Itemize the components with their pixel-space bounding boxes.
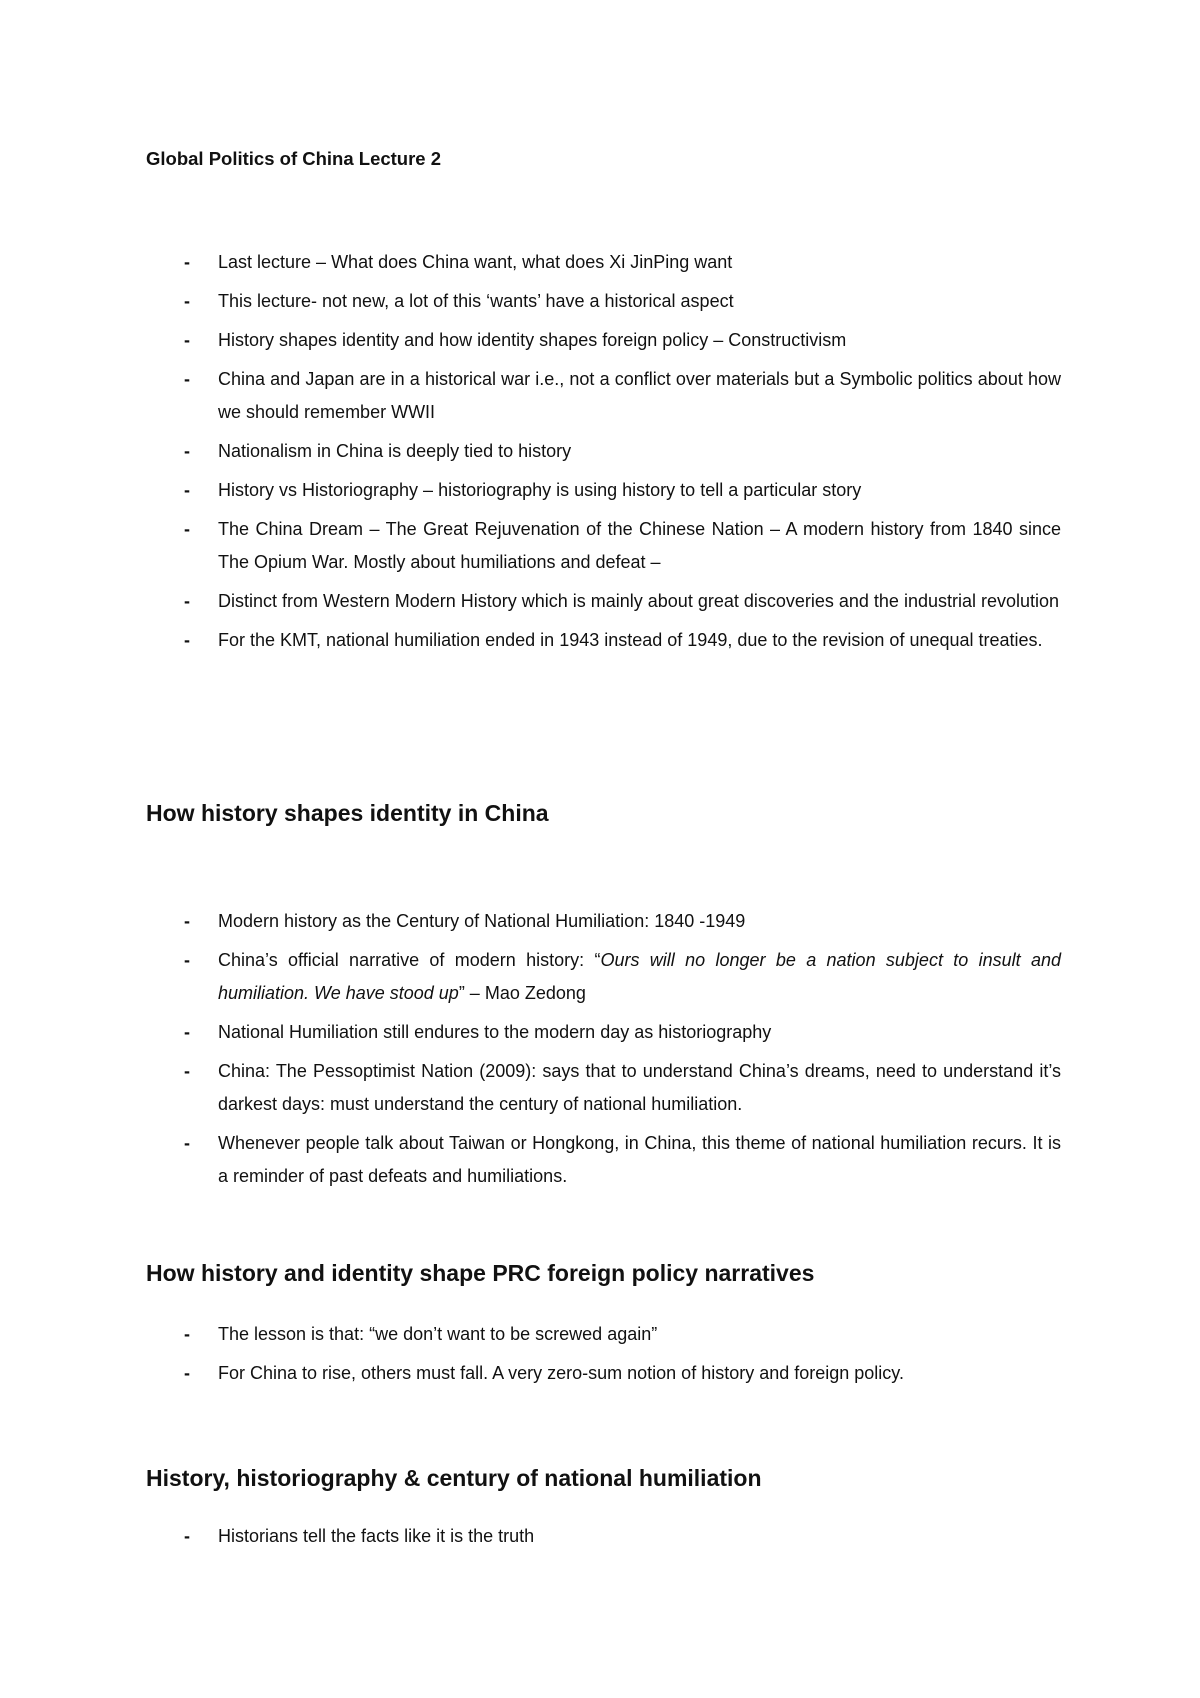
list-item-text: History shapes identity and how identity shapes foreign policy – Constructivism bbox=[218, 330, 847, 350]
bullet-dash: - bbox=[184, 950, 190, 970]
section1-bullet-list bbox=[146, 905, 1061, 1199]
section-heading: How history shapes identity in China bbox=[146, 800, 549, 826]
list-item-text: For China to rise, others must fall. A very zero-sum notion of history and foreign policy. bbox=[218, 1363, 904, 1383]
list-item bbox=[146, 513, 1061, 579]
quote-intro: China’s official narrative of modern history: “ bbox=[218, 950, 601, 970]
list-item-text: History vs Historiography – historiography is using history to tell a particular story bbox=[218, 480, 862, 500]
bullet-dash: - bbox=[184, 591, 190, 611]
list-item-text: This lecture- not new, a lot of this ‘wants’ have a historical aspect bbox=[218, 291, 734, 311]
list-item bbox=[146, 246, 1061, 279]
list-item bbox=[146, 585, 1061, 618]
list-item-text: For the KMT, national humiliation ended in 1943 instead of 1949, due to the revision of unequal treaties. bbox=[218, 630, 1043, 650]
list-item bbox=[146, 624, 1061, 657]
list-item bbox=[146, 1055, 1061, 1121]
list-item-text: The China Dream – The Great Rejuvenation of the Chinese Nation – A modern history from 1840 since The Opium War. Mostly about humiliations and defeat – bbox=[218, 519, 1061, 572]
list-item bbox=[146, 435, 1061, 468]
bullet-dash: - bbox=[184, 630, 190, 650]
bullet-dash: - bbox=[184, 1324, 190, 1344]
list-item-text: The lesson is that: “we don’t want to be screwed again” bbox=[218, 1324, 658, 1344]
list-item bbox=[146, 1127, 1061, 1193]
list-item bbox=[146, 1520, 1061, 1553]
bullet-dash: - bbox=[184, 291, 190, 311]
list-item bbox=[146, 1318, 1061, 1351]
bullet-dash: - bbox=[184, 330, 190, 350]
list-item bbox=[146, 285, 1061, 318]
bullet-dash: - bbox=[184, 1526, 190, 1546]
list-item bbox=[146, 1357, 1061, 1390]
document-title: Global Politics of China Lecture 2 bbox=[146, 148, 442, 169]
bullet-dash: - bbox=[184, 1363, 190, 1383]
bullet-dash: - bbox=[184, 519, 190, 539]
list-item-text: Distinct from Western Modern History which is mainly about great discoveries and the industrial revolution bbox=[218, 591, 1060, 611]
list-item-text: Historians tell the facts like it is the truth bbox=[218, 1526, 535, 1546]
list-item-text: Nationalism in China is deeply tied to history bbox=[218, 441, 572, 461]
list-item-text: Last lecture – What does China want, what does Xi JinPing want bbox=[218, 252, 733, 272]
list-item-text: Modern history as the Century of National Humiliation: 1840 -1949 bbox=[218, 911, 746, 931]
list-item-text: China: The Pessoptimist Nation (2009): says that to understand China’s dreams, need to understand it’s darkest days: must understand the century of national humiliation. bbox=[218, 1061, 1061, 1114]
list-item-text: China and Japan are in a historical war i.e., not a conflict over materials but a Symbolic politics about how we should remember WWII bbox=[218, 369, 1061, 422]
bullet-dash: - bbox=[184, 1022, 190, 1042]
list-item bbox=[146, 1016, 1061, 1049]
section-heading: History, historiography & century of national humiliation bbox=[146, 1465, 762, 1491]
bullet-dash: - bbox=[184, 911, 190, 931]
list-item bbox=[146, 363, 1061, 429]
section3-bullet-list bbox=[146, 1520, 1061, 1559]
list-item bbox=[146, 944, 1061, 1010]
section2-bullet-list bbox=[146, 1318, 1061, 1396]
list-item-text bbox=[218, 950, 1061, 1003]
bullet-dash: - bbox=[184, 441, 190, 461]
list-item-text: Whenever people talk about Taiwan or Hongkong, in China, this theme of national humiliation recurs. It is a reminder of past defeats and humiliations. bbox=[218, 1133, 1061, 1186]
list-item bbox=[146, 905, 1061, 938]
bullet-dash: - bbox=[184, 369, 190, 389]
mao-quote: Ours will no longer be a nation subject to insult and humiliation. We have stood up bbox=[218, 950, 1061, 1003]
bullet-dash: - bbox=[184, 480, 190, 500]
section-heading: How history and identity shape PRC foreign policy narratives bbox=[146, 1260, 815, 1286]
list-item-text: National Humiliation still endures to the modern day as historiography bbox=[218, 1022, 772, 1042]
list-item bbox=[146, 324, 1061, 357]
list-item bbox=[146, 474, 1061, 507]
bullet-dash: - bbox=[184, 1061, 190, 1081]
bullet-dash: - bbox=[184, 1133, 190, 1153]
quote-attribution: ” – Mao Zedong bbox=[458, 983, 586, 1003]
intro-bullet-list bbox=[146, 246, 1061, 663]
bullet-dash: - bbox=[184, 252, 190, 272]
